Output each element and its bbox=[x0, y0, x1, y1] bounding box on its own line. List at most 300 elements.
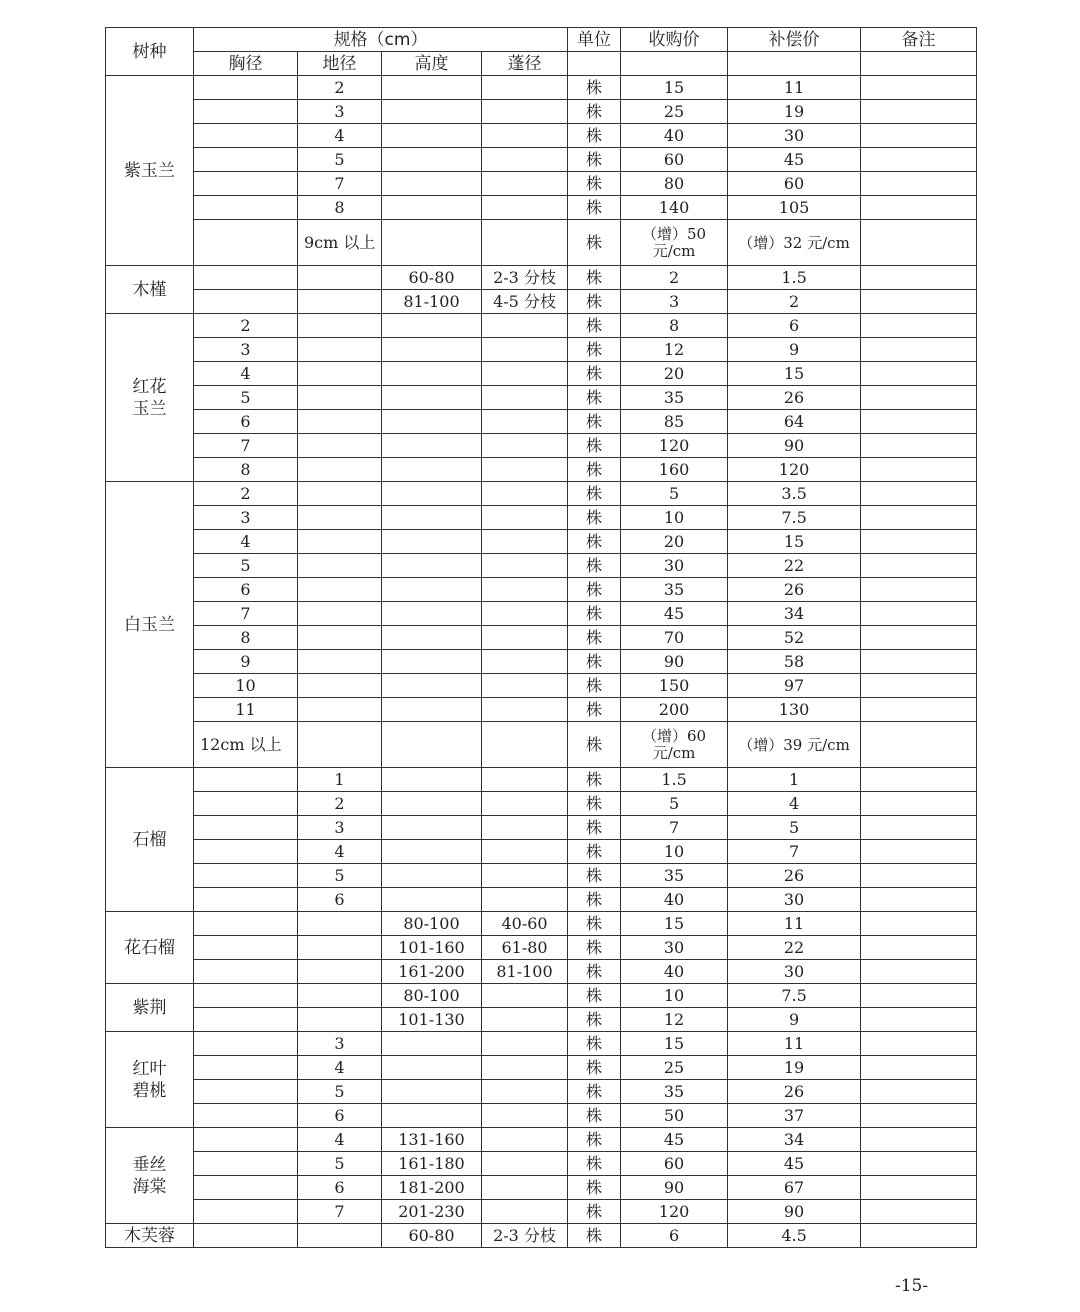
height-cell bbox=[382, 362, 482, 386]
height-cell bbox=[382, 888, 482, 912]
purchase-price-cell: 120 bbox=[621, 1200, 728, 1224]
height-cell bbox=[382, 76, 482, 100]
purchase-price-cell: 120 bbox=[621, 434, 728, 458]
chest-diameter-cell: 12cm 以上 bbox=[194, 722, 298, 768]
ground-diameter-cell bbox=[298, 578, 382, 602]
purchase-price-cell: 35 bbox=[621, 386, 728, 410]
purchase-price-cell: 30 bbox=[621, 554, 728, 578]
height-cell bbox=[382, 578, 482, 602]
table-row bbox=[106, 912, 977, 936]
remarks-cell bbox=[861, 1008, 977, 1032]
crown-cell bbox=[482, 148, 568, 172]
compensation-price-cell: 22 bbox=[728, 936, 861, 960]
unit-cell: 株 bbox=[568, 936, 621, 960]
height-cell: 131-160 bbox=[382, 1128, 482, 1152]
species-name: 红叶碧桃 bbox=[106, 1032, 194, 1128]
chest-diameter-cell bbox=[194, 984, 298, 1008]
ground-diameter-cell: 3 bbox=[298, 100, 382, 124]
height-cell bbox=[382, 196, 482, 220]
remarks-cell bbox=[861, 602, 977, 626]
purchase-price-cell: 45 bbox=[621, 602, 728, 626]
compensation-price-cell: 3.5 bbox=[728, 482, 861, 506]
ground-diameter-cell bbox=[298, 698, 382, 722]
purchase-price-cell: 6 bbox=[621, 1224, 728, 1248]
purchase-price-cell: 2 bbox=[621, 266, 728, 290]
header-remarks: 备注 bbox=[861, 28, 977, 52]
chest-diameter-cell bbox=[194, 196, 298, 220]
remarks-cell bbox=[861, 196, 977, 220]
chest-diameter-cell bbox=[194, 148, 298, 172]
unit-cell: 株 bbox=[568, 172, 621, 196]
purchase-price-cell: 12 bbox=[621, 1008, 728, 1032]
remarks-cell bbox=[861, 1152, 977, 1176]
height-cell bbox=[382, 674, 482, 698]
ground-diameter-cell: 4 bbox=[298, 840, 382, 864]
purchase-price-cell: 15 bbox=[621, 912, 728, 936]
purchase-price-cell: 10 bbox=[621, 506, 728, 530]
remarks-cell bbox=[861, 1224, 977, 1248]
height-cell bbox=[382, 602, 482, 626]
ground-diameter-cell bbox=[298, 626, 382, 650]
unit-cell: 株 bbox=[568, 506, 621, 530]
table-row bbox=[106, 482, 977, 506]
height-cell: 161-200 bbox=[382, 960, 482, 984]
chest-diameter-cell: 2 bbox=[194, 314, 298, 338]
purchase-price-cell: 1.5 bbox=[621, 768, 728, 792]
unit-cell: 株 bbox=[568, 220, 621, 266]
compensation-price-cell: 30 bbox=[728, 960, 861, 984]
remarks-cell bbox=[861, 506, 977, 530]
height-cell: 101-130 bbox=[382, 1008, 482, 1032]
compensation-price-cell: 105 bbox=[728, 196, 861, 220]
remarks-cell bbox=[861, 148, 977, 172]
species-name: 垂丝海棠 bbox=[106, 1128, 194, 1224]
table-row bbox=[106, 840, 977, 864]
remarks-cell bbox=[861, 314, 977, 338]
unit-cell: 株 bbox=[568, 76, 621, 100]
chest-diameter-cell bbox=[194, 1032, 298, 1056]
unit-cell: 株 bbox=[568, 840, 621, 864]
remarks-cell bbox=[861, 290, 977, 314]
purchase-price-cell: （增）50 元/cm bbox=[621, 220, 728, 266]
chest-diameter-cell bbox=[194, 1104, 298, 1128]
ground-diameter-cell bbox=[298, 936, 382, 960]
chest-diameter-cell bbox=[194, 1200, 298, 1224]
crown-cell bbox=[482, 1104, 568, 1128]
ground-diameter-cell bbox=[298, 722, 382, 768]
unit-cell: 株 bbox=[568, 960, 621, 984]
chest-diameter-cell: 11 bbox=[194, 698, 298, 722]
height-cell bbox=[382, 482, 482, 506]
crown-cell bbox=[482, 768, 568, 792]
remarks-cell bbox=[861, 1032, 977, 1056]
crown-cell: 2-3 分枝 bbox=[482, 1224, 568, 1248]
table-row bbox=[106, 434, 977, 458]
table-row bbox=[106, 1176, 977, 1200]
compensation-price-cell: 30 bbox=[728, 124, 861, 148]
header-row-1 bbox=[106, 28, 977, 52]
height-cell bbox=[382, 458, 482, 482]
ground-diameter-cell bbox=[298, 530, 382, 554]
unit-cell: 株 bbox=[568, 912, 621, 936]
header-chest-diameter: 胸径 bbox=[194, 52, 298, 76]
unit-cell: 株 bbox=[568, 722, 621, 768]
purchase-price-cell: 35 bbox=[621, 1080, 728, 1104]
crown-cell bbox=[482, 1152, 568, 1176]
purchase-price-cell: 15 bbox=[621, 76, 728, 100]
crown-cell bbox=[482, 578, 568, 602]
compensation-price-cell: 19 bbox=[728, 100, 861, 124]
purchase-price-cell: 60 bbox=[621, 1152, 728, 1176]
purchase-price-cell: 160 bbox=[621, 458, 728, 482]
table-row bbox=[106, 314, 977, 338]
height-cell bbox=[382, 698, 482, 722]
purchase-price-cell: 3 bbox=[621, 290, 728, 314]
table-row bbox=[106, 172, 977, 196]
table-row bbox=[106, 792, 977, 816]
chest-diameter-cell bbox=[194, 220, 298, 266]
crown-cell bbox=[482, 816, 568, 840]
remarks-cell bbox=[861, 124, 977, 148]
chest-diameter-cell bbox=[194, 960, 298, 984]
purchase-price-cell: 12 bbox=[621, 338, 728, 362]
crown-cell bbox=[482, 698, 568, 722]
ground-diameter-cell: 2 bbox=[298, 792, 382, 816]
remarks-cell bbox=[861, 1128, 977, 1152]
unit-cell: 株 bbox=[568, 482, 621, 506]
unit-cell: 株 bbox=[568, 578, 621, 602]
header-purchase-blank bbox=[621, 52, 728, 76]
chest-diameter-cell: 5 bbox=[194, 554, 298, 578]
table-row bbox=[106, 936, 977, 960]
compensation-price-cell: 34 bbox=[728, 602, 861, 626]
purchase-price-cell: 15 bbox=[621, 1032, 728, 1056]
ground-diameter-cell bbox=[298, 960, 382, 984]
ground-diameter-cell: 2 bbox=[298, 76, 382, 100]
purchase-price-cell: 70 bbox=[621, 626, 728, 650]
compensation-price-cell: 9 bbox=[728, 338, 861, 362]
remarks-cell bbox=[861, 362, 977, 386]
table-row bbox=[106, 602, 977, 626]
crown-cell: 61-80 bbox=[482, 936, 568, 960]
remarks-cell bbox=[861, 936, 977, 960]
table-row bbox=[106, 888, 977, 912]
ground-diameter-cell bbox=[298, 458, 382, 482]
purchase-price-cell: 40 bbox=[621, 124, 728, 148]
unit-cell: 株 bbox=[568, 410, 621, 434]
unit-cell: 株 bbox=[568, 530, 621, 554]
table-row bbox=[106, 554, 977, 578]
chest-diameter-cell bbox=[194, 888, 298, 912]
remarks-cell bbox=[861, 698, 977, 722]
remarks-cell bbox=[861, 458, 977, 482]
remarks-cell bbox=[861, 1104, 977, 1128]
crown-cell bbox=[482, 338, 568, 362]
remarks-cell bbox=[861, 888, 977, 912]
table-row bbox=[106, 816, 977, 840]
remarks-cell bbox=[861, 172, 977, 196]
crown-cell bbox=[482, 124, 568, 148]
purchase-price-cell: 200 bbox=[621, 698, 728, 722]
compensation-price-cell: 67 bbox=[728, 1176, 861, 1200]
compensation-price-cell: 2 bbox=[728, 290, 861, 314]
height-cell bbox=[382, 100, 482, 124]
table-row bbox=[106, 290, 977, 314]
unit-cell: 株 bbox=[568, 674, 621, 698]
remarks-cell bbox=[861, 100, 977, 124]
crown-cell bbox=[482, 362, 568, 386]
crown-cell bbox=[482, 434, 568, 458]
compensation-price-cell: （增）32 元/cm bbox=[728, 220, 861, 266]
purchase-price-cell: 150 bbox=[621, 674, 728, 698]
unit-cell: 株 bbox=[568, 1032, 621, 1056]
compensation-price-cell: 11 bbox=[728, 912, 861, 936]
header-remarks-blank bbox=[861, 52, 977, 76]
table-row bbox=[106, 362, 977, 386]
chest-diameter-cell: 3 bbox=[194, 338, 298, 362]
header-species: 树种 bbox=[106, 28, 194, 76]
ground-diameter-cell bbox=[298, 650, 382, 674]
purchase-price-cell: 140 bbox=[621, 196, 728, 220]
page-number: -15- bbox=[895, 1276, 929, 1296]
purchase-price-cell: 45 bbox=[621, 1128, 728, 1152]
height-cell: 81-100 bbox=[382, 290, 482, 314]
crown-cell bbox=[482, 1080, 568, 1104]
crown-cell bbox=[482, 554, 568, 578]
compensation-price-cell: 15 bbox=[728, 362, 861, 386]
unit-cell: 株 bbox=[568, 1104, 621, 1128]
unit-cell: 株 bbox=[568, 1200, 621, 1224]
table-row bbox=[106, 1200, 977, 1224]
ground-diameter-cell bbox=[298, 912, 382, 936]
remarks-cell bbox=[861, 984, 977, 1008]
crown-cell bbox=[482, 864, 568, 888]
purchase-price-cell: 7 bbox=[621, 816, 728, 840]
table-row bbox=[106, 76, 977, 100]
ground-diameter-cell: 4 bbox=[298, 1056, 382, 1080]
ground-diameter-cell: 3 bbox=[298, 816, 382, 840]
height-cell bbox=[382, 148, 482, 172]
ground-diameter-cell: 3 bbox=[298, 1032, 382, 1056]
chest-diameter-cell: 6 bbox=[194, 578, 298, 602]
compensation-price-cell: 1 bbox=[728, 768, 861, 792]
remarks-cell bbox=[861, 1176, 977, 1200]
table-row bbox=[106, 458, 977, 482]
ground-diameter-cell: 6 bbox=[298, 1104, 382, 1128]
crown-cell bbox=[482, 984, 568, 1008]
remarks-cell bbox=[861, 1056, 977, 1080]
crown-cell bbox=[482, 792, 568, 816]
table-body bbox=[106, 76, 977, 1248]
chest-diameter-cell: 2 bbox=[194, 482, 298, 506]
compensation-price-cell: 45 bbox=[728, 1152, 861, 1176]
chest-diameter-cell: 3 bbox=[194, 506, 298, 530]
unit-cell: 株 bbox=[568, 816, 621, 840]
ground-diameter-cell bbox=[298, 554, 382, 578]
ground-diameter-cell: 5 bbox=[298, 1152, 382, 1176]
table-row bbox=[106, 1128, 977, 1152]
crown-cell bbox=[482, 410, 568, 434]
height-cell bbox=[382, 506, 482, 530]
remarks-cell bbox=[861, 482, 977, 506]
ground-diameter-cell: 6 bbox=[298, 888, 382, 912]
crown-cell bbox=[482, 1200, 568, 1224]
ground-diameter-cell: 6 bbox=[298, 1176, 382, 1200]
crown-cell bbox=[482, 1176, 568, 1200]
compensation-price-cell: 30 bbox=[728, 888, 861, 912]
chest-diameter-cell bbox=[194, 840, 298, 864]
purchase-price-cell: 60 bbox=[621, 148, 728, 172]
table-row bbox=[106, 722, 977, 768]
header-row-2 bbox=[106, 52, 977, 76]
height-cell bbox=[382, 124, 482, 148]
table-row bbox=[106, 220, 977, 266]
compensation-price-cell: 1.5 bbox=[728, 266, 861, 290]
unit-cell: 株 bbox=[568, 362, 621, 386]
purchase-price-cell: 80 bbox=[621, 172, 728, 196]
purchase-price-cell: 35 bbox=[621, 578, 728, 602]
compensation-price-cell: 45 bbox=[728, 148, 861, 172]
remarks-cell bbox=[861, 266, 977, 290]
height-cell: 161-180 bbox=[382, 1152, 482, 1176]
chest-diameter-cell: 8 bbox=[194, 626, 298, 650]
purchase-price-cell: 5 bbox=[621, 482, 728, 506]
ground-diameter-cell bbox=[298, 434, 382, 458]
remarks-cell bbox=[861, 792, 977, 816]
ground-diameter-cell: 7 bbox=[298, 1200, 382, 1224]
chest-diameter-cell: 5 bbox=[194, 386, 298, 410]
species-name: 紫荆 bbox=[106, 984, 194, 1032]
ground-diameter-cell: 8 bbox=[298, 196, 382, 220]
purchase-price-cell: 85 bbox=[621, 410, 728, 434]
height-cell bbox=[382, 530, 482, 554]
remarks-cell bbox=[861, 864, 977, 888]
table-row bbox=[106, 124, 977, 148]
remarks-cell bbox=[861, 530, 977, 554]
table-row bbox=[106, 100, 977, 124]
unit-cell: 株 bbox=[568, 148, 621, 172]
ground-diameter-cell bbox=[298, 410, 382, 434]
crown-cell bbox=[482, 506, 568, 530]
crown-cell: 4-5 分枝 bbox=[482, 290, 568, 314]
species-name: 花石榴 bbox=[106, 912, 194, 984]
chest-diameter-cell bbox=[194, 768, 298, 792]
height-cell bbox=[382, 650, 482, 674]
table-row bbox=[106, 960, 977, 984]
chest-diameter-cell bbox=[194, 1080, 298, 1104]
crown-cell bbox=[482, 314, 568, 338]
ground-diameter-cell: 5 bbox=[298, 864, 382, 888]
height-cell bbox=[382, 626, 482, 650]
unit-cell: 株 bbox=[568, 1128, 621, 1152]
purchase-price-cell: 8 bbox=[621, 314, 728, 338]
chest-diameter-cell bbox=[194, 816, 298, 840]
ground-diameter-cell bbox=[298, 506, 382, 530]
height-cell bbox=[382, 554, 482, 578]
purchase-price-cell: 10 bbox=[621, 984, 728, 1008]
height-cell bbox=[382, 172, 482, 196]
unit-cell: 株 bbox=[568, 386, 621, 410]
unit-cell: 株 bbox=[568, 100, 621, 124]
chest-diameter-cell bbox=[194, 792, 298, 816]
crown-cell bbox=[482, 196, 568, 220]
unit-cell: 株 bbox=[568, 698, 621, 722]
purchase-price-cell: 50 bbox=[621, 1104, 728, 1128]
species-name: 木槿 bbox=[106, 266, 194, 314]
remarks-cell bbox=[861, 650, 977, 674]
compensation-price-cell: 130 bbox=[728, 698, 861, 722]
purchase-price-cell: 40 bbox=[621, 888, 728, 912]
table-row bbox=[106, 578, 977, 602]
height-cell bbox=[382, 1056, 482, 1080]
remarks-cell bbox=[861, 1080, 977, 1104]
remarks-cell bbox=[861, 768, 977, 792]
crown-cell bbox=[482, 100, 568, 124]
compensation-price-cell: 34 bbox=[728, 1128, 861, 1152]
crown-cell bbox=[482, 840, 568, 864]
table-row bbox=[106, 1224, 977, 1248]
crown-cell bbox=[482, 650, 568, 674]
purchase-price-cell: 25 bbox=[621, 100, 728, 124]
compensation-price-cell: 11 bbox=[728, 76, 861, 100]
header-ground-diameter: 地径 bbox=[298, 52, 382, 76]
chest-diameter-cell bbox=[194, 1152, 298, 1176]
compensation-price-cell: 7.5 bbox=[728, 506, 861, 530]
purchase-price-cell: 20 bbox=[621, 530, 728, 554]
height-cell bbox=[382, 768, 482, 792]
ground-diameter-cell: 5 bbox=[298, 148, 382, 172]
crown-cell bbox=[482, 626, 568, 650]
header-unit-blank bbox=[568, 52, 621, 76]
ground-diameter-cell bbox=[298, 984, 382, 1008]
remarks-cell bbox=[861, 674, 977, 698]
compensation-price-cell: 90 bbox=[728, 434, 861, 458]
purchase-price-cell: 90 bbox=[621, 1176, 728, 1200]
crown-cell bbox=[482, 530, 568, 554]
compensation-price-cell: 26 bbox=[728, 386, 861, 410]
crown-cell bbox=[482, 674, 568, 698]
compensation-price-cell: 120 bbox=[728, 458, 861, 482]
compensation-price-cell: 19 bbox=[728, 1056, 861, 1080]
table-row bbox=[106, 1008, 977, 1032]
chest-diameter-cell bbox=[194, 1224, 298, 1248]
compensation-price-cell: 64 bbox=[728, 410, 861, 434]
purchase-price-cell: 20 bbox=[621, 362, 728, 386]
purchase-price-cell: 25 bbox=[621, 1056, 728, 1080]
compensation-price-cell: 58 bbox=[728, 650, 861, 674]
remarks-cell bbox=[861, 554, 977, 578]
table-row bbox=[106, 1056, 977, 1080]
ground-diameter-cell: 4 bbox=[298, 124, 382, 148]
unit-cell: 株 bbox=[568, 1224, 621, 1248]
header-purchase-price: 收购价 bbox=[621, 28, 728, 52]
crown-cell bbox=[482, 1008, 568, 1032]
crown-cell: 2-3 分枝 bbox=[482, 266, 568, 290]
compensation-price-cell: 4 bbox=[728, 792, 861, 816]
crown-cell bbox=[482, 722, 568, 768]
purchase-price-cell: 35 bbox=[621, 864, 728, 888]
chest-diameter-cell bbox=[194, 124, 298, 148]
species-name: 木芙蓉 bbox=[106, 1224, 194, 1248]
species-name: 石榴 bbox=[106, 768, 194, 912]
unit-cell: 株 bbox=[568, 1176, 621, 1200]
height-cell bbox=[382, 864, 482, 888]
ground-diameter-cell: 9cm 以上 bbox=[298, 220, 382, 266]
table-row bbox=[106, 698, 977, 722]
compensation-price-cell: 26 bbox=[728, 578, 861, 602]
compensation-price-cell: 97 bbox=[728, 674, 861, 698]
height-cell bbox=[382, 434, 482, 458]
